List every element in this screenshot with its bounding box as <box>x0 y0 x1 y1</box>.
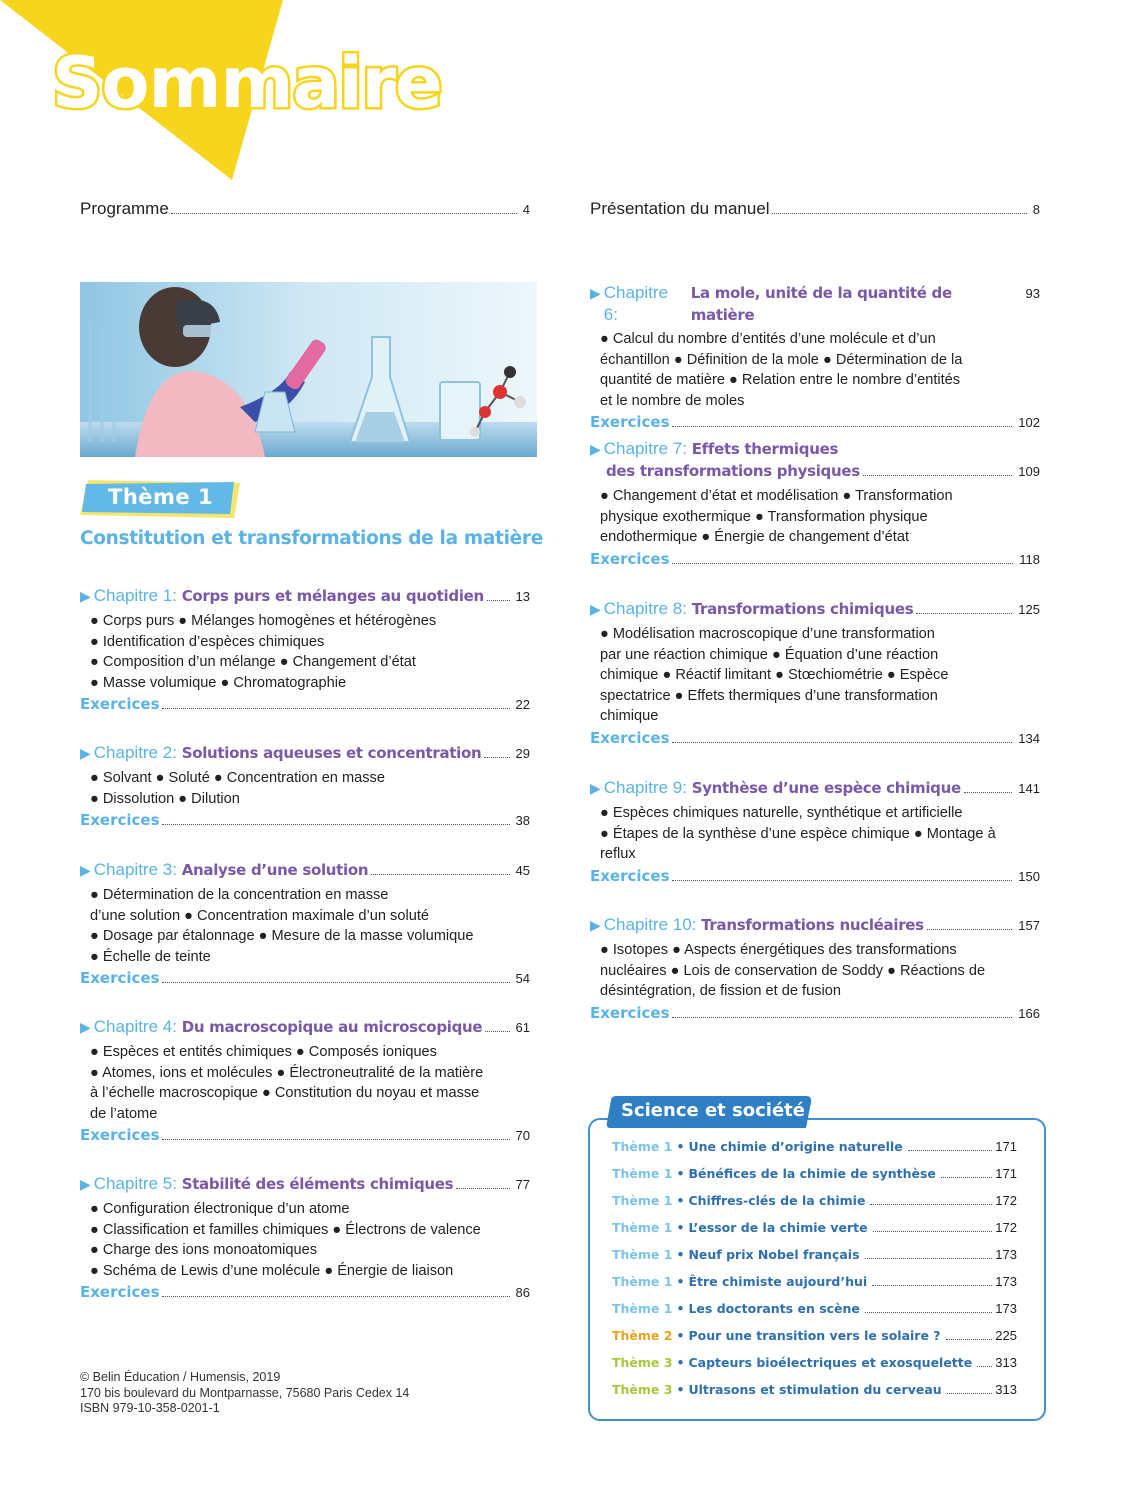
chapter-page: 157 <box>1018 918 1040 933</box>
bullet-separator: • <box>676 1247 685 1262</box>
science-societe-item[interactable] <box>612 1355 1017 1370</box>
exercices-link[interactable] <box>590 729 1040 747</box>
chapter-1[interactable] <box>80 585 530 713</box>
chapter-6[interactable] <box>590 282 1040 431</box>
chapter-title: Corps purs et mélanges au quotidien <box>181 587 484 605</box>
chapter-10[interactable] <box>590 914 1040 1022</box>
science-societe-item[interactable] <box>612 1301 1017 1316</box>
theme-label: Thème 1 <box>612 1220 673 1235</box>
topic-line: ● Configuration électronique d’un atome <box>90 1201 350 1217</box>
topic-line: ● Charge des ions monoatomiques <box>90 1242 318 1259</box>
leader-dots <box>672 563 1014 564</box>
item-page: 225 <box>995 1328 1017 1343</box>
chevron-right-icon: ▶ <box>80 862 91 878</box>
leader-dots <box>162 982 510 983</box>
bullet-separator: • <box>676 1301 685 1316</box>
leader-dots <box>865 1258 993 1259</box>
exercices-link[interactable] <box>590 1004 1040 1022</box>
topic-line: ● Changement d’état et modélisation ● Transformation <box>600 488 953 504</box>
science-societe-item[interactable] <box>612 1328 1017 1343</box>
science-societe-item[interactable] <box>612 1193 1017 1208</box>
topic-line: de l’atome <box>90 1105 158 1122</box>
isbn-line: ISBN 979-10-358-0201-1 <box>80 1401 220 1415</box>
exercices-link[interactable] <box>80 1283 530 1301</box>
page-title: Sommaire <box>52 42 442 124</box>
exercices-link[interactable] <box>590 413 1040 431</box>
exercices-link[interactable] <box>80 811 530 829</box>
bullet-separator: • <box>676 1328 685 1343</box>
chapter-topics <box>590 486 1040 548</box>
exercices-page: 38 <box>515 813 530 829</box>
chapter-9[interactable] <box>590 777 1040 885</box>
leader-dots <box>162 708 510 709</box>
topic-line: ● Espèces chimiques naturelle, synthétique et artificielle <box>600 805 963 821</box>
science-societe-title: Science et société <box>621 1100 805 1121</box>
chapter-topics <box>590 940 1040 1002</box>
chapter-page: 13 <box>515 589 530 604</box>
topic-line: endothermique ● Énergie de changement d’état <box>600 529 910 546</box>
exercices-link[interactable] <box>590 550 1040 568</box>
topic-line: à l’échelle macroscopique ● Constitution du noyau et masse <box>90 1085 480 1102</box>
chapter-title: Analyse d’une solution <box>181 861 369 879</box>
leader-dots <box>772 212 1027 214</box>
chapter-topics <box>80 1042 530 1124</box>
topic-line: ● Schéma de Lewis d’une molécule ● Énergie de liaison <box>90 1262 454 1279</box>
chapter-title: Synthèse d’une espèce chimique <box>691 779 961 797</box>
chevron-right-icon: ▶ <box>80 745 91 761</box>
chevron-right-icon: ▶ <box>590 441 601 457</box>
theme-label: Thème 1 <box>612 1193 673 1208</box>
leader-dots <box>672 426 1013 427</box>
theme1-badge-label: Thème 1 <box>108 485 214 509</box>
topic-line: d’une solution ● Concentration maximale d’un soluté <box>90 907 429 924</box>
theme-label: Thème 2 <box>612 1328 673 1343</box>
item-title: L’essor de la chimie verte <box>688 1220 868 1235</box>
chapter-page: 93 <box>1025 286 1040 301</box>
chapter-title: Transformations chimiques <box>691 600 914 618</box>
exercices-link[interactable] <box>80 969 530 987</box>
bullet-separator: • <box>676 1382 685 1397</box>
leader-dots <box>672 742 1013 743</box>
topic-line: physique exothermique ● Transformation physique <box>600 508 928 525</box>
exercices-label: Exercices <box>80 1126 160 1145</box>
science-societe-item[interactable] <box>612 1139 1017 1154</box>
chapter-title: Stabilité des éléments chimiques <box>181 1175 454 1193</box>
exercices-page: 118 <box>1019 551 1040 567</box>
topic-line: chimique <box>600 708 659 725</box>
chapter-topics <box>80 768 530 809</box>
toc-presentation-page: 8 <box>1032 202 1040 217</box>
leader-dots <box>977 1366 992 1367</box>
topic-line: chimique ● Réactif limitant ● Stœchiométrie ● Espèce <box>600 667 949 684</box>
bullet-separator: • <box>676 1166 685 1181</box>
item-page: 313 <box>995 1355 1017 1370</box>
leader-dots <box>946 1339 993 1340</box>
chapter-topics <box>590 624 1040 727</box>
chapter-number: Chapitre 3: <box>93 860 177 879</box>
copyright-line: © Belin Éducation / Humensis, 2019 <box>80 1370 281 1384</box>
leader-dots <box>484 757 509 758</box>
topic-line: et le nombre de moles <box>600 392 745 409</box>
leader-dots <box>456 1188 509 1189</box>
toc-presentation[interactable] <box>590 199 1040 219</box>
chapter-3[interactable] <box>80 859 530 987</box>
toc-programme-page: 4 <box>522 202 530 217</box>
topic-line: ● Classification et familles chimiques ● Électrons de valence <box>90 1221 481 1238</box>
topic-line: ● Isotopes ● Aspects énergétiques des transformations <box>600 942 957 958</box>
toc-programme[interactable] <box>80 199 530 219</box>
science-societe-item[interactable] <box>612 1220 1017 1235</box>
chapter-title: Du macroscopique au microscopique <box>181 1018 483 1036</box>
exercices-label: Exercices <box>590 413 670 432</box>
item-title: Pour une transition vers le solaire ? <box>688 1328 941 1343</box>
theme-label: Thème 3 <box>612 1382 673 1397</box>
exercices-label: Exercices <box>590 866 670 885</box>
theme-label: Thème 1 <box>612 1274 673 1289</box>
chevron-right-icon: ▶ <box>80 1176 91 1192</box>
item-page: 173 <box>995 1301 1017 1316</box>
item-page: 171 <box>995 1166 1017 1181</box>
topic-line: par une réaction chimique ● Équation d’une réaction <box>600 646 939 663</box>
leader-dots <box>672 1017 1013 1018</box>
toc-presentation-label: Présentation du manuel <box>590 199 770 218</box>
topic-line: ● Identification d’espèces chimiques <box>90 633 325 650</box>
leader-dots <box>941 1177 992 1178</box>
exercices-page: 150 <box>1018 868 1040 884</box>
topic-line: ● Composition d’un mélange ● Changement d’état <box>90 654 416 671</box>
item-page: 313 <box>995 1382 1017 1397</box>
science-societe-item[interactable] <box>612 1274 1017 1289</box>
chapter-title: Solutions aqueuses et concentration <box>181 744 482 762</box>
exercices-page: 70 <box>515 1128 530 1144</box>
chapter-page: 29 <box>515 746 530 761</box>
chapter-number: Chapitre 9: <box>603 778 687 797</box>
chapter-number: Chapitre 1: <box>93 586 177 605</box>
leader-dots <box>865 1312 992 1313</box>
leader-dots <box>908 1150 993 1151</box>
chapter-number: Chapitre 10: <box>603 915 697 934</box>
exercices-label: Exercices <box>80 969 160 988</box>
chapter-number: Chapitre 7: <box>603 439 687 458</box>
address-line: 170 bis boulevard du Montparnasse, 75680 Paris Cedex 14 <box>80 1385 410 1400</box>
item-title: Une chimie d’origine naturelle <box>688 1139 903 1154</box>
chapter-topics <box>590 329 1040 411</box>
chapter-number: Chapitre 6: <box>603 283 669 324</box>
chevron-right-icon: ▶ <box>80 1019 91 1035</box>
leader-dots <box>162 1139 510 1140</box>
exercices-link[interactable] <box>80 1126 530 1144</box>
chapter-5[interactable] <box>80 1173 530 1301</box>
topic-line: ● Échelle de teinte <box>90 948 211 965</box>
exercices-label: Exercices <box>590 728 670 747</box>
leader-dots <box>162 824 510 825</box>
topic-line: nucléaires ● Lois de conservation de Soddy ● Réactions de <box>600 962 986 979</box>
leader-dots <box>863 475 1012 476</box>
science-societe-tab <box>606 1096 812 1128</box>
science-societe-item[interactable] <box>612 1382 1017 1397</box>
chapter-title-line2: des transformations physiques <box>606 462 860 480</box>
topic-line: ● Calcul du nombre d’entités d’une molécule et d’un <box>600 331 936 347</box>
topic-line: désintégration, de fission et de fusion <box>600 983 841 1000</box>
topic-line: quantité de matière ● Relation entre le nombre d’entités <box>600 372 961 389</box>
item-title: Bénéfices de la chimie de synthèse <box>688 1166 936 1181</box>
leader-dots <box>162 1296 510 1297</box>
bullet-separator: • <box>676 1274 685 1289</box>
leader-dots <box>672 880 1013 881</box>
science-societe-box <box>588 1118 1046 1421</box>
leader-dots <box>964 792 1012 793</box>
chapter-number: Chapitre 4: <box>93 1017 177 1036</box>
topic-line: ● Modélisation macroscopique d’une transformation <box>600 626 935 642</box>
topic-line: ● Détermination de la concentration en masse <box>90 887 389 903</box>
science-societe-item[interactable] <box>612 1166 1017 1181</box>
leader-dots <box>927 929 1012 930</box>
chapter-4[interactable] <box>80 1016 530 1144</box>
bullet-separator: • <box>676 1139 685 1154</box>
item-title: Être chimiste aujourd’hui <box>688 1274 868 1289</box>
leader-dots <box>485 1031 509 1032</box>
topic-line: ● Masse volumique ● Chromatographie <box>90 674 347 691</box>
leader-dots <box>870 1204 992 1205</box>
leader-dots <box>873 1231 993 1232</box>
leader-dots <box>916 613 1012 614</box>
chapter-title: La mole, unité de la quantité de matière <box>690 284 952 324</box>
item-title: Les doctorants en scène <box>688 1301 860 1316</box>
chapter-title: Effets thermiques <box>691 440 839 458</box>
topic-line: ● Dosage par étalonnage ● Mesure de la masse volumique <box>90 928 474 945</box>
chapter-topics <box>80 1199 530 1281</box>
exercices-page: 102 <box>1018 415 1040 431</box>
chapter-number: Chapitre 8: <box>603 599 687 618</box>
exercices-label: Exercices <box>80 695 160 714</box>
chapter-topics <box>80 885 530 967</box>
lab-photo <box>80 282 537 457</box>
exercices-link[interactable] <box>590 867 1040 885</box>
exercices-label: Exercices <box>80 811 160 830</box>
item-page: 172 <box>995 1193 1017 1208</box>
topic-line: ● Solvant ● Soluté ● Concentration en masse <box>90 770 385 786</box>
chapter-page: 45 <box>515 863 530 878</box>
theme-label: Thème 1 <box>612 1301 673 1316</box>
chapter-page: 141 <box>1018 781 1040 796</box>
chevron-right-icon: ▶ <box>590 601 601 617</box>
exercices-label: Exercices <box>590 549 670 568</box>
exercices-page: 86 <box>515 1285 530 1301</box>
chapter-2[interactable] <box>80 742 530 829</box>
leader-dots <box>171 212 517 214</box>
theme-label: Thème 1 <box>612 1166 673 1181</box>
item-page: 172 <box>995 1220 1017 1235</box>
topic-line: échantillon ● Définition de la mole ● Détermination de la <box>600 351 963 368</box>
exercices-label: Exercices <box>590 1003 670 1022</box>
theme-label: Thème 3 <box>612 1355 673 1370</box>
chapter-topics <box>590 803 1040 865</box>
topic-line: ● Atomes, ions et molécules ● Électroneutralité de la matière <box>90 1064 484 1081</box>
chapter-page: 125 <box>1018 602 1040 617</box>
leader-dots <box>487 600 510 601</box>
bullet-separator: • <box>676 1355 685 1370</box>
chapter-8[interactable] <box>590 598 1040 747</box>
exercices-label: Exercices <box>80 1283 160 1302</box>
science-societe-item[interactable] <box>612 1247 1017 1262</box>
topic-line: ● Dissolution ● Dilution <box>90 790 240 807</box>
chevron-right-icon: ▶ <box>80 588 91 604</box>
exercices-page: 22 <box>515 697 530 713</box>
theme1-title: Constitution et transformations de la matière <box>80 528 543 549</box>
topic-line: ● Espèces et entités chimiques ● Composés ioniques <box>90 1044 437 1060</box>
topic-line: ● Corps purs ● Mélanges homogènes et hétérogènes <box>90 613 437 629</box>
item-page: 173 <box>995 1247 1017 1262</box>
item-page: 171 <box>995 1139 1017 1154</box>
item-title: Neuf prix Nobel français <box>688 1247 860 1262</box>
chapter-7[interactable] <box>590 438 1040 568</box>
item-title: Chiffres-clés de la chimie <box>688 1193 866 1208</box>
exercices-page: 54 <box>515 971 530 987</box>
theme1-badge <box>80 480 236 516</box>
toc-programme-label: Programme <box>80 199 169 218</box>
chapter-topics <box>80 611 530 693</box>
leader-dots <box>872 1285 992 1286</box>
theme-label: Thème 1 <box>612 1247 673 1262</box>
chapter-page: 77 <box>515 1177 530 1192</box>
exercices-page: 166 <box>1018 1005 1040 1021</box>
chevron-right-icon: ▶ <box>590 780 601 796</box>
topic-line: reflux <box>600 846 636 863</box>
item-page: 173 <box>995 1274 1017 1289</box>
chapter-number: Chapitre 5: <box>93 1174 177 1193</box>
chevron-right-icon: ▶ <box>590 285 601 301</box>
item-title: Ultrasons et stimulation du cerveau <box>688 1382 942 1397</box>
copyright-footer <box>80 1370 409 1417</box>
chapter-page: 61 <box>515 1020 530 1035</box>
chapter-number: Chapitre 2: <box>93 743 177 762</box>
bullet-separator: • <box>676 1193 685 1208</box>
item-title: Capteurs bioélectriques et exosquelette <box>688 1355 973 1370</box>
chapter-page: 109 <box>1018 464 1040 479</box>
bullet-separator: • <box>676 1220 685 1235</box>
chapter-title: Transformations nucléaires <box>701 916 924 934</box>
exercices-link[interactable] <box>80 695 530 713</box>
exercices-page: 134 <box>1018 730 1040 746</box>
topic-line: ● Étapes de la synthèse d’une espèce chimique ● Montage à <box>600 825 996 842</box>
topic-line: spectatrice ● Effets thermiques d’une transformation <box>600 687 938 704</box>
leader-dots <box>371 874 509 875</box>
chevron-right-icon: ▶ <box>590 917 601 933</box>
theme-label: Thème 1 <box>612 1139 673 1154</box>
leader-dots <box>947 1393 993 1394</box>
